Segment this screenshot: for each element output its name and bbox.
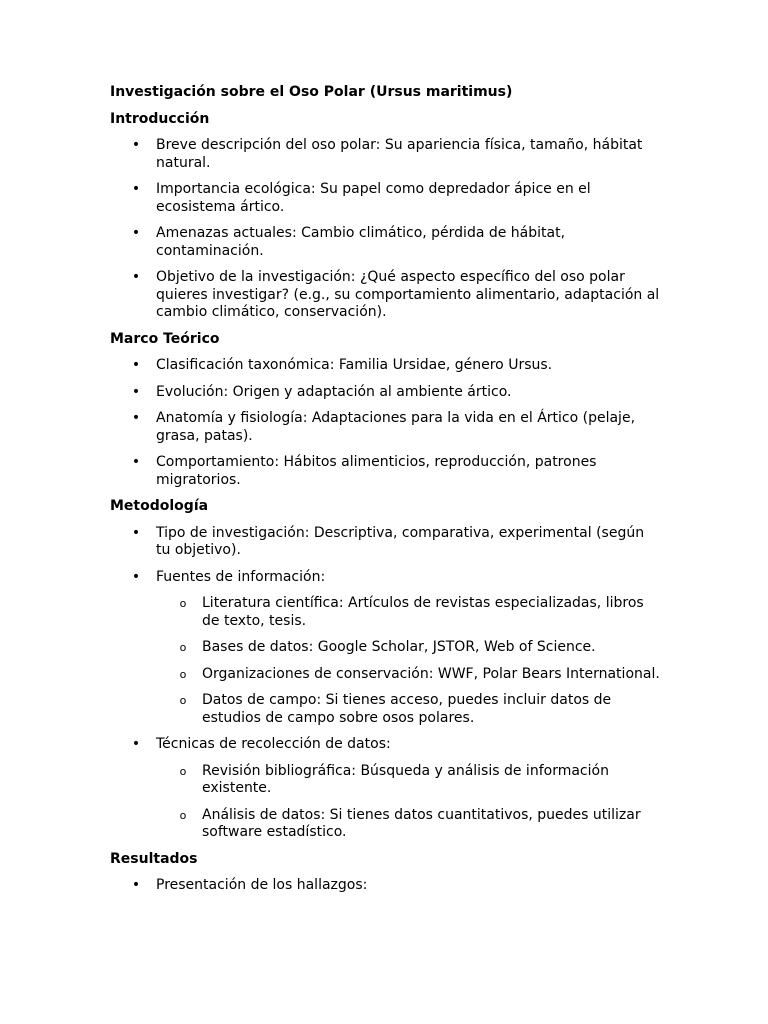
list-item-text: Importancia ecológica: Su papel como depredador ápice en el ecosistema ártico. xyxy=(156,181,591,215)
sub-list-item-text: Datos de campo: Si tienes acceso, puedes incluir datos de estudios de campo sobre osos polares. xyxy=(202,692,612,726)
list-item-text: Presentación de los hallazgos: xyxy=(156,877,368,893)
bullet-icon: • xyxy=(131,568,141,585)
list-item xyxy=(110,384,660,402)
bullet-list-resultados xyxy=(110,877,660,895)
sub-list-item-text: Organizaciones de conservación: WWF, Polar Bears International. xyxy=(202,665,660,682)
list-item xyxy=(110,454,660,489)
bullet-icon: • xyxy=(131,736,141,752)
list-item-text: Amenazas actuales: Cambio climático, pérdida de hábitat, contaminación. xyxy=(156,225,566,259)
bullet-list-marco-teorico xyxy=(110,357,660,489)
bullet-list-metodologia xyxy=(110,525,660,842)
list-item-text: Clasificación taxonómica: Familia Ursidae, género Ursus. xyxy=(156,357,553,373)
sub-list-fuentes xyxy=(156,595,660,727)
list-item-text: Tipo de investigación: Descriptiva, comparativa, experimental (según tu objetivo). xyxy=(156,524,645,558)
list-item-text: Breve descripción del oso polar: Su apariencia física, tamaño, hábitat natural. xyxy=(156,137,643,171)
sub-list-tecnicas xyxy=(156,763,660,842)
bullet-icon: • xyxy=(131,524,141,541)
section-heading-metodologia: Metodología xyxy=(110,498,209,514)
bullet-icon: • xyxy=(131,383,141,400)
sub-list-item-text: Análisis de datos: Si tienes datos cuantitativos, puedes utilizar software estadístico. xyxy=(202,806,641,840)
list-item xyxy=(110,877,660,895)
sub-bullet-icon: o xyxy=(179,667,187,681)
sub-list-item xyxy=(156,595,660,630)
section-heading-marco-teorico: Marco Teórico xyxy=(110,330,220,347)
list-item-text: Objetivo de la investigación: ¿Qué aspecto específico del oso polar quieres investigar? (e.g., su comportamiento alimentario, adaptación al cambio climático, conservación). xyxy=(156,269,660,320)
list-item-text: Fuentes de información: xyxy=(156,568,326,585)
list-item-text: Anatomía y fisiología: Adaptaciones para la vida en el Ártico (pelaje, grasa, patas). xyxy=(156,410,636,444)
bullet-icon: • xyxy=(131,877,141,893)
list-item-text: Técnicas de recolección de datos: xyxy=(156,736,391,752)
list-item xyxy=(110,525,660,560)
section-heading-resultados: Resultados xyxy=(110,850,198,867)
section-heading-introduccion: Introducción xyxy=(110,110,210,127)
sub-list-item xyxy=(156,666,660,684)
list-item-text: Comportamiento: Hábitos alimenticios, reproducción, patrones migratorios. xyxy=(156,454,597,488)
bullet-icon: • xyxy=(131,225,141,241)
sub-bullet-icon: o xyxy=(179,694,187,707)
document-page xyxy=(110,84,660,904)
sub-list-item xyxy=(156,639,660,657)
sub-list-item-text: Revisión bibliográfica: Búsqueda y análisis de información existente. xyxy=(202,762,609,796)
sub-bullet-icon: o xyxy=(179,808,187,822)
sub-bullet-icon: o xyxy=(179,597,187,610)
list-item xyxy=(110,181,660,216)
sub-bullet-icon: o xyxy=(179,764,187,778)
bullet-icon: • xyxy=(131,137,141,153)
sub-list-item xyxy=(156,763,660,798)
sub-list-item-text: Bases de datos: Google Scholar, JSTOR, Web of Science. xyxy=(202,639,596,655)
bullet-list-introduccion xyxy=(110,137,660,322)
bullet-icon: • xyxy=(131,454,141,470)
bullet-icon: • xyxy=(131,269,141,285)
list-item xyxy=(110,736,660,842)
sub-list-item xyxy=(156,807,660,842)
list-item xyxy=(110,225,660,260)
sub-bullet-icon: o xyxy=(179,641,187,654)
list-item xyxy=(110,137,660,172)
document-title: Investigación sobre el Oso Polar (Ursus maritimus) xyxy=(110,84,513,100)
list-item xyxy=(110,410,660,445)
bullet-icon: • xyxy=(131,181,141,197)
sub-list-item xyxy=(156,692,660,727)
list-item xyxy=(110,269,660,322)
sub-list-item-text: Literatura científica: Artículos de revistas especializadas, libros de texto, tesis. xyxy=(202,595,644,629)
list-item xyxy=(110,569,660,728)
list-item-text: Evolución: Origen y adaptación al ambiente ártico. xyxy=(156,383,512,400)
bullet-icon: • xyxy=(131,410,141,426)
bullet-icon: • xyxy=(131,357,141,373)
list-item xyxy=(110,357,660,375)
